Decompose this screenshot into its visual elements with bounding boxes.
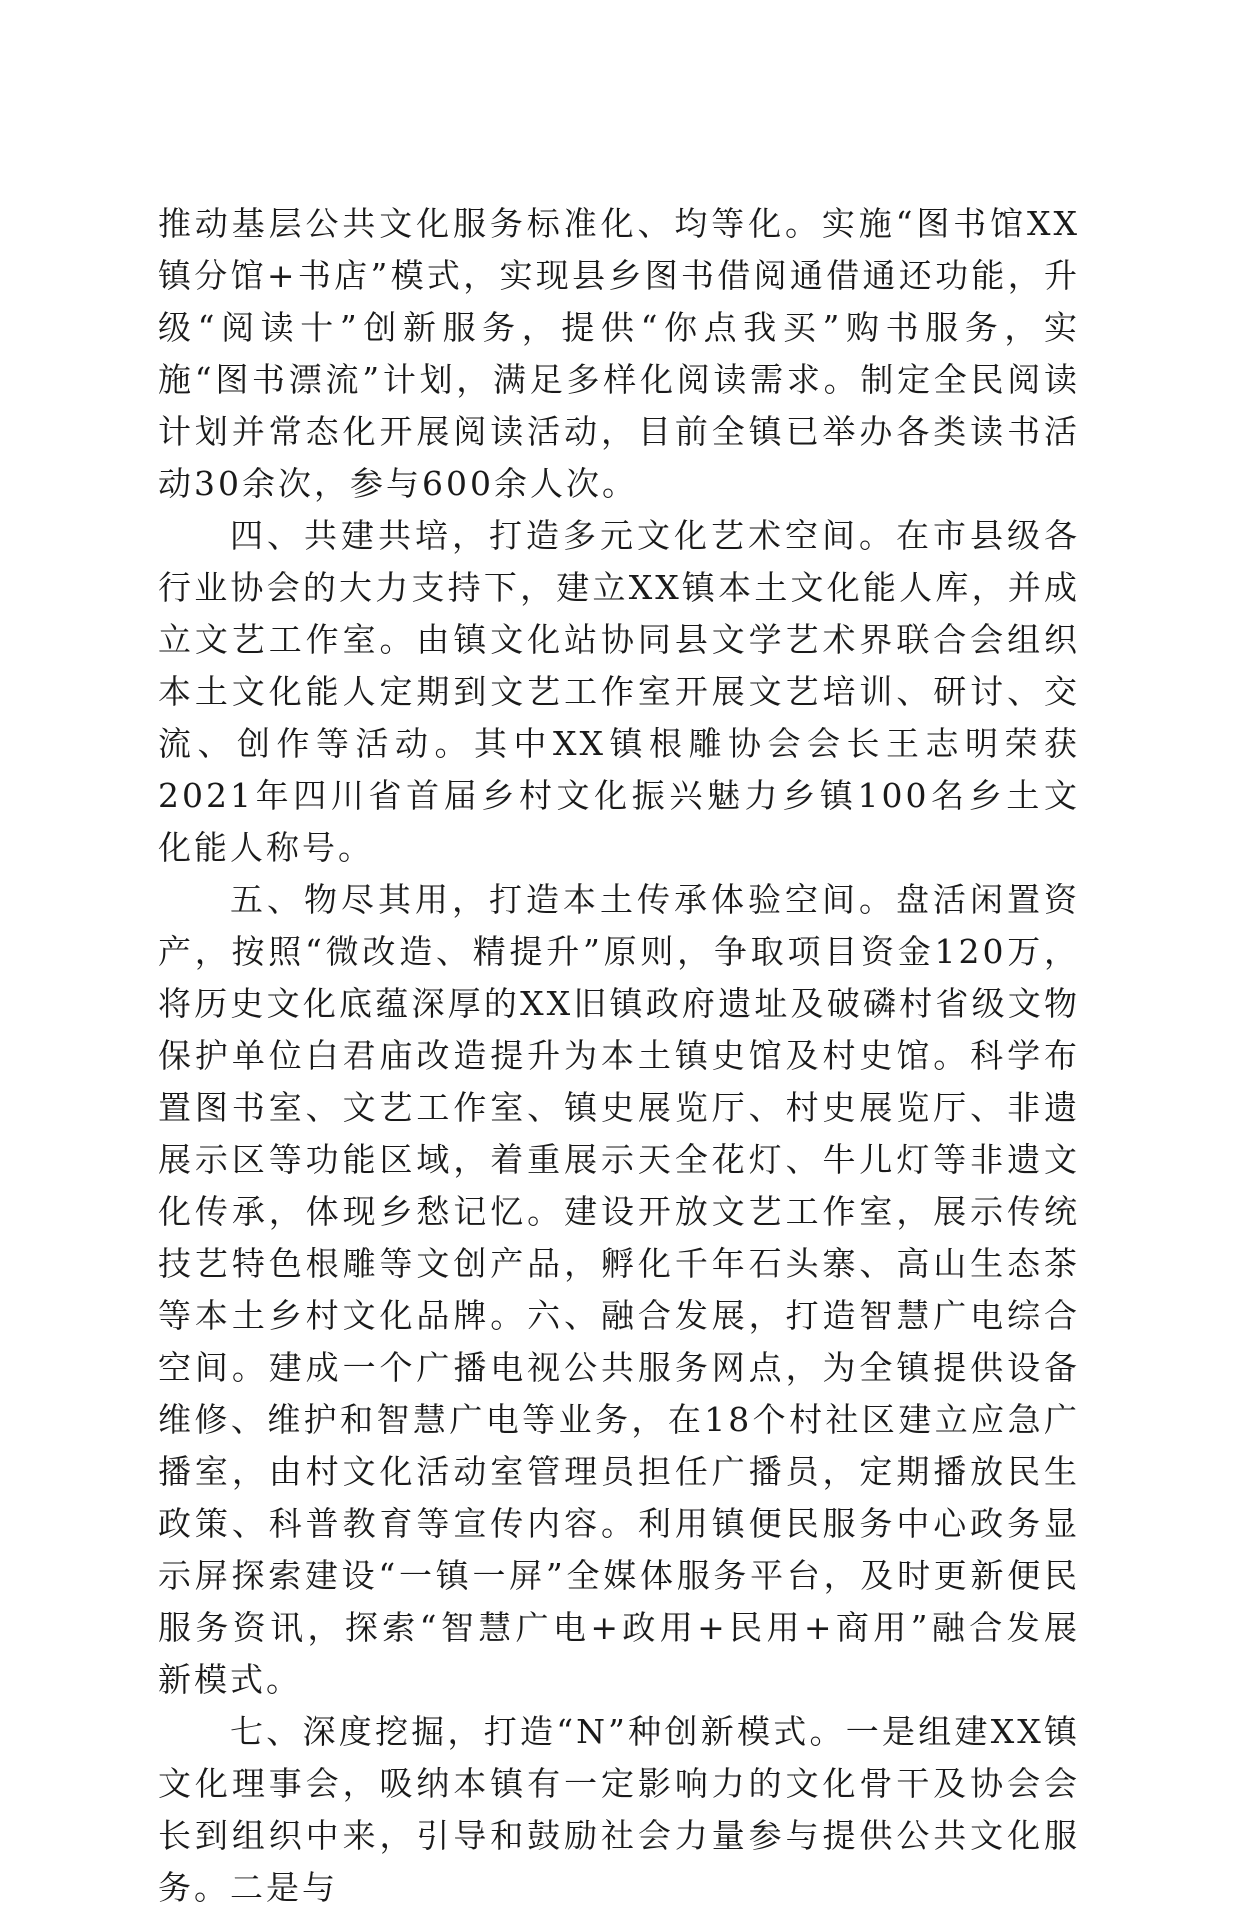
document-body [158, 198, 1080, 1914]
paragraph-section-five-six: 五、物尽其用，打造本土传承体验空间。盘活闲置资产，按照“微改造、精提升”原则，争取项目资金120万，将历史文化底蕴深厚的XX旧镇政府遗址及破磷村省级文物保护单位白君庙改造提升为本土镇史馆及村史馆。科学布置图书室、文艺工作室、镇史展览厅、村史展览厅、非遗展示区等功能区域，着重展示天全花灯、牛儿灯等非遗文化传承，体现乡愁记忆。建设开放文艺工作室，展示传统技艺特色根雕等文创产品，孵化千年石头寨、高山生态茶等本土乡村文化品牌。六、融合发展，打造智慧广电综合空间。建成一个广播电视公共服务网点，为全镇提供设备维修、维护和智慧广电等业务，在18个村社区建立应急广播室，由村文化活动室管理员担任广播员，定期播放民生政策、科普教育等宣传内容。利用镇便民服务中心政务显示屏探索建设“一镇一屏”全媒体服务平台，及时更新便民服务资讯，探索“智慧广电+政用+民用+商用”融合发展新模式。 [158, 880, 1080, 1699]
paragraph-section-seven: 七、深度挖掘，打造“N”种创新模式。一是组建XX镇文化理事会，吸纳本镇有一定影响力的文化骨干及协会会长到组织中来，引导和鼓励社会力量参与提供公共文化服务。二是与 [158, 1712, 1080, 1907]
paragraph-reading-services: 推动基层公共文化服务标准化、均等化。实施“图书馆XX镇分馆+书店”模式，实现县乡图书借阅通借通还功能，升级“阅读十”创新服务，提供“你点我买”购书服务，实施“图书漂流”计划，满足多样化阅读需求。制定全民阅读计划并常态化开展阅读活动，目前全镇已举办各类读书活动30余次，参与600余人次。 [158, 204, 1080, 503]
paragraph-section-four: 四、共建共培，打造多元文化艺术空间。在市县级各行业协会的大力支持下，建立XX镇本土文化能人库，并成立文艺工作室。由镇文化站协同县文学艺术界联合会组织本土文化能人定期到文艺工作室开展文艺培训、研讨、交流、创作等活动。其中XX镇根雕协会会长王志明荣获2021年四川省首届乡村文化振兴魅力乡镇100名乡土文化能人称号。 [158, 516, 1080, 867]
